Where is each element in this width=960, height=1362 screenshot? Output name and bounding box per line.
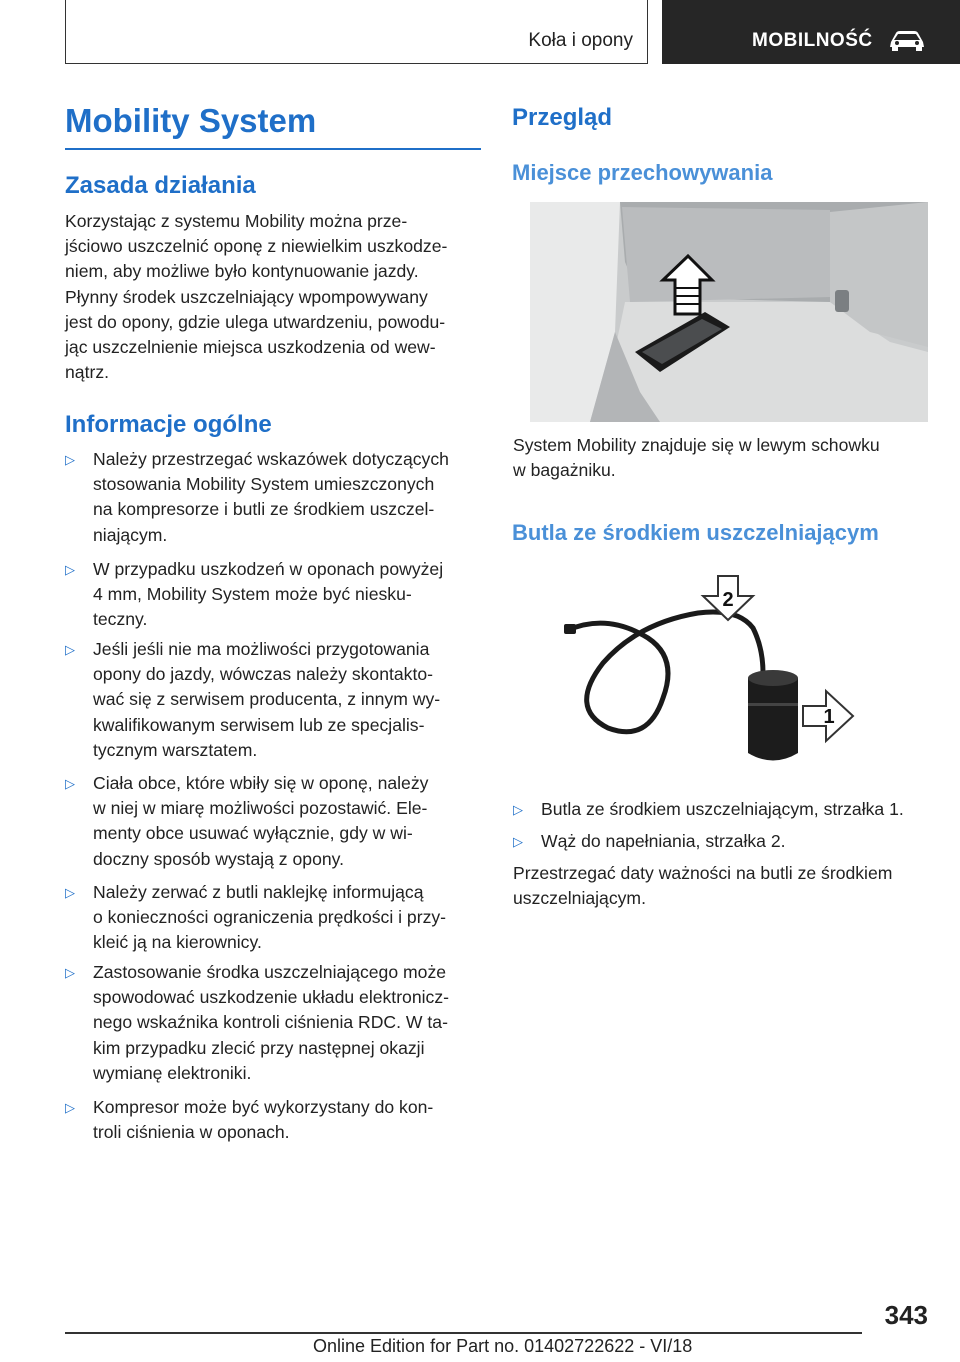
triangle-bullet-icon: ▷ — [65, 776, 75, 791]
list-item: ▷ Należy przestrzegać wskazówek dotyczących stosowania Mobility System umieszczonych na kompresorze i butli ze środkiem uszczel‐ niającym. — [65, 449, 449, 545]
car-icon — [887, 28, 927, 52]
list-item: ▷ W przypadku uszkodzeń w oponach powyżej 4 mm, Mobility System może być niesku‐ teczny. — [65, 559, 444, 630]
sealant-bottle-diagram — [548, 568, 868, 778]
expiry-note: Przestrzegać daty ważności na butli ze środkiem uszczelniającym. — [513, 863, 893, 909]
list-item: ▷ Jeśli jeśli nie ma możliwości przygotowania opony do jazdy, wówczas należy skontakto‐ wać się z serwisem producenta, z innym wy‐ kwalifikowanym serwisem lub ze specjalis‐ tycznym warsztatem. — [65, 639, 441, 760]
trunk-storage-image — [530, 202, 928, 422]
list-item: ▷ Ciała obce, które wbiły się w oponę, należy w niej w miarę możliwości pozostawić. Ele‐ menty obce usuwać wyłącznie, gdy w wi‐ doczny sposób wystają z opony. — [65, 773, 429, 869]
list-item: ▷ Wąż do napełniania, strzałka 2. — [513, 829, 933, 854]
list-item: ▷ Butla ze środkiem uszczelniającym, strzałka 1. — [513, 797, 933, 822]
header-chapter-box — [662, 0, 960, 64]
list-item: ▷ Należy zerwać z butli naklejkę informującą o konieczności ograniczenia prędkości i przy‐ kleić ją na kierownicy. — [65, 882, 447, 953]
triangle-bullet-icon: ▷ — [513, 834, 523, 849]
page-title: Mobility System — [65, 102, 317, 139]
callout-1: 1 — [823, 706, 835, 728]
callout-2: 2 — [722, 589, 734, 611]
heading-overview: Przegląd — [512, 104, 613, 131]
triangle-bullet-icon: ▷ — [65, 965, 75, 980]
heading-general-info: Informacje ogólne — [65, 411, 272, 438]
triangle-bullet-icon: ▷ — [65, 642, 75, 657]
storage-caption: System Mobility znajduje się w lewym schowku w bagażniku. — [513, 435, 880, 481]
heading-principle: Zasada działania — [65, 172, 256, 199]
triangle-bullet-icon: ▷ — [65, 1100, 75, 1115]
title-divider — [65, 148, 481, 150]
triangle-bullet-icon: ▷ — [65, 885, 75, 900]
list-item: ▷ Kompresor może być wykorzystany do kon‐ troli ciśnienia w oponach. — [65, 1097, 434, 1143]
list-item: ▷ Zastosowanie środka uszczelniającego może spowodować uszkodzenie układu elektronicz‐ nego wskaźnika kontroli ciśnienia RDC. W ta‐ kim przypadku zlecić przy następnej okazji wymianę elektroniki. — [65, 962, 449, 1083]
footer-divider — [65, 1332, 862, 1334]
header-section-title: Koła i opony — [528, 30, 633, 51]
header-chapter-title: MOBILNOŚĆ — [752, 30, 873, 51]
header-section-box — [65, 0, 648, 64]
heading-storage: Miejsce przechowywania — [512, 160, 773, 185]
triangle-bullet-icon: ▷ — [513, 802, 523, 817]
page-number: 343 — [884, 1300, 928, 1330]
principle-paragraph: Korzystając z systemu Mobility można prze‐ jściowo uszczelnić oponę z niewielkim uszkodze‐ niem, aby możliwe było kontynuowanie jazdy. Płynny środek uszczelniający wpompowywany jest do opony, gdzie ulega utwardzeniu, powodu‐ jąc uszczelnienie miejsca uszkodzenia od wew‐ nątrz. — [65, 211, 448, 383]
heading-sealant-bottle: Butla ze środkiem uszczelniającym — [512, 520, 879, 545]
triangle-bullet-icon: ▷ — [65, 452, 75, 467]
footer-edition: Online Edition for Part no. 01402722622 - VI/18 — [313, 1336, 693, 1356]
triangle-bullet-icon: ▷ — [65, 562, 75, 577]
